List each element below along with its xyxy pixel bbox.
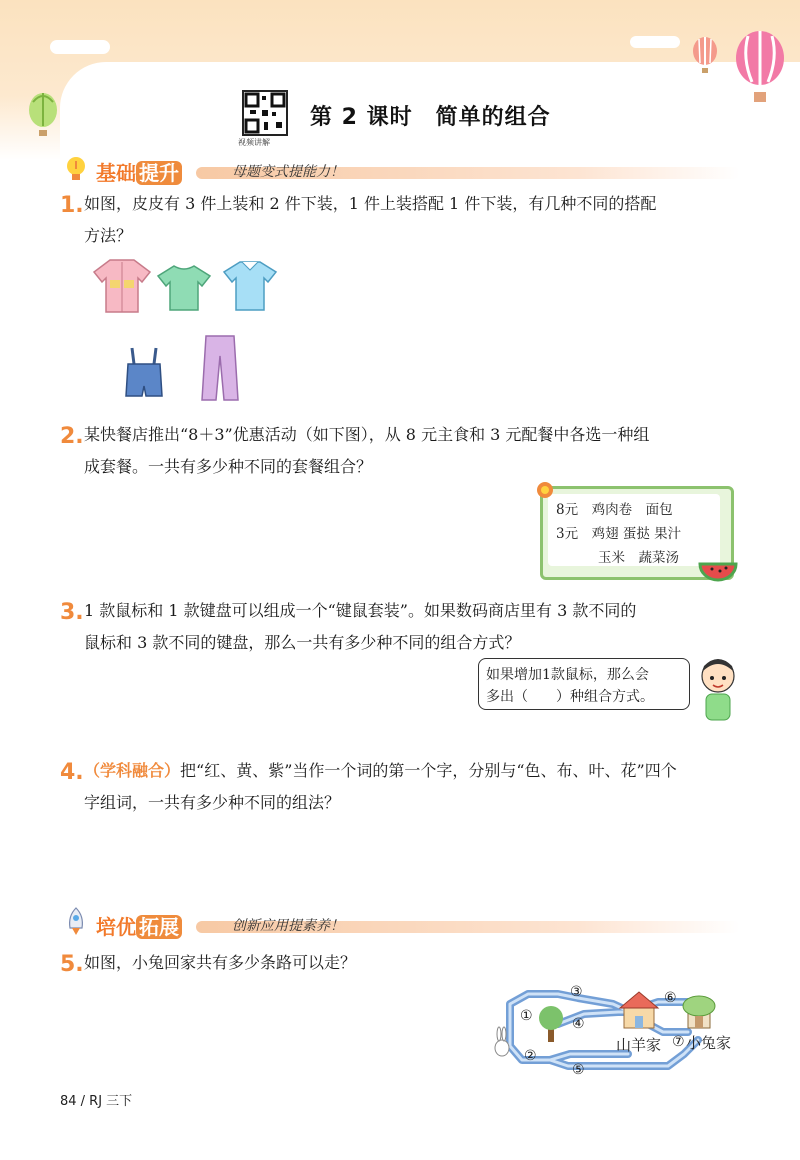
q3-text-line2: 鼠标和 3 款不同的键盘，那么一共有多少种不同的组合方式？ [84,633,521,652]
path-label-6: ⑥ [664,990,677,1006]
page-footer: 84 / RJ 三下 [60,1094,133,1109]
q5-text-line1: 如图，小兔回家共有多少条路可以走？ [84,953,357,972]
q2-text-line2: 成套餐。一共有多少种不同的套餐组合？ [84,457,373,476]
q2-number: 2. [60,424,84,449]
qr-label: 视频讲解 [238,138,270,147]
path-label-4: ④ [572,1016,585,1032]
q4-text-line1 [84,755,677,787]
q4-number: 4. [60,760,84,785]
rabbit-home-label: 小兔家 [686,1034,732,1052]
rocket-icon [64,906,88,936]
qr-pattern-icon [244,92,286,134]
tree-icon [539,1006,563,1030]
q4-text-line1-rest: 把“红、黄、紫”当作一个词的第一个字，分别与“色、布、叶、花”四个 [180,761,677,780]
q1-number: 1. [60,193,84,218]
menu-line-main: 8元 鸡肉卷 面包 [556,502,673,518]
hint-bubble-line2: 多出（ ）种组合方式。 [486,689,654,705]
menu-line-side: 3元 鸡翅 蛋挞 果汁 [556,526,682,542]
lesson-title: 第 2 课时 简单的组合 [310,105,551,130]
q1-text-line1: 如图，皮皮有 3 件上装和 2 件下装，1 件上装搭配 1 件下装，有几种不同的搭配 [84,194,657,213]
q4-text-line2: 字组词，一共有多少种不同的组法？ [84,793,341,812]
purple-pants-icon [198,334,242,404]
lightbulb-icon [64,155,88,183]
balloon-small-icon [690,36,720,76]
q1-text-line2: 方法？ [84,226,133,245]
watermelon-icon [698,560,738,582]
section-advanced-title-part2: 拓展 [136,915,182,939]
path-label-7: ⑦ [672,1034,685,1050]
cloud-decoration [630,36,680,48]
section-basic-title-part1: 基础 [96,161,136,185]
section-advanced-subtitle: 创新应用提素养！ [232,918,344,934]
boy-character-icon [694,656,742,722]
cloud-decoration [50,40,110,54]
section-basic-title-part2: 提升 [136,161,182,185]
section-basic-title [96,157,182,186]
menu-line-side-2: 玉米 蔬菜汤 [598,550,679,566]
food-emblem-icon [534,480,556,500]
qr-code[interactable] [242,90,288,136]
goat-house-icon [620,992,658,1028]
goat-home-label: 山羊家 [616,1036,662,1054]
q5-number: 5. [60,952,84,977]
path-label-1: ① [520,1008,533,1024]
blue-polo-icon [222,258,278,312]
rabbit-house-icon [683,996,715,1028]
path-label-3: ③ [570,984,583,1000]
q3-number: 3. [60,600,84,625]
q3-text-line1: 1 款鼠标和 1 款键盘可以组成一个“键鼠套装”。如果数码商店里有 3 款不同的 [84,601,637,620]
pink-shirt-icon [92,256,152,314]
balloon-large-icon [732,30,788,106]
overalls-icon [122,346,166,400]
section-advanced-title [96,911,182,940]
path-label-2: ② [524,1048,537,1064]
section-advanced-title-part1: 培优 [96,915,136,939]
maze-diagram [488,980,748,1080]
green-tshirt-icon [156,262,212,312]
q4-subject-tag: （学科融合） [84,761,181,780]
hint-bubble-line1: 如果增加1款鼠标，那么会 [486,667,649,683]
section-basic-subtitle: 母题变式提能力！ [232,164,344,180]
q2-text-line1: 某快餐店推出“8＋3”优惠活动（如下图），从 8 元主食和 3 元配餐中各选一种组 [84,425,650,444]
path-label-5: ⑤ [572,1062,585,1078]
balloon-left-icon [26,92,60,138]
